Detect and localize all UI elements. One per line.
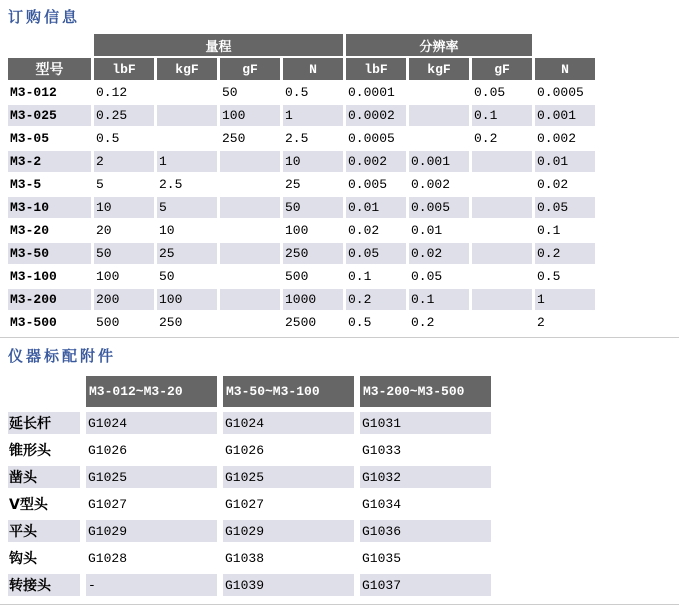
part-number-cell: G1036 [360, 520, 491, 542]
value-cell [472, 220, 532, 241]
value-cell: 0.0001 [348, 85, 395, 100]
table-row [8, 243, 595, 264]
value-cell: 0.01 [346, 197, 406, 218]
value-cell [472, 197, 532, 218]
value-cell [220, 151, 280, 172]
value-cell: 0.005 [348, 177, 388, 192]
part-number-cell: G1035 [362, 550, 402, 566]
model-cell: M3-025 [8, 105, 91, 126]
value-cell: 100 [285, 223, 309, 238]
value-cell: 50 [159, 269, 175, 284]
value-cell: 250 [159, 315, 183, 330]
value-cell: 50 [94, 243, 154, 264]
unit-column-header: gF [220, 58, 280, 80]
model-cell: M3-100 [10, 269, 57, 284]
value-cell: 2 [537, 315, 545, 330]
empty-corner-cell [535, 34, 595, 56]
value-cell: 0.1 [348, 269, 372, 284]
value-cell: 2500 [285, 315, 317, 330]
value-cell: 0.1 [409, 289, 469, 310]
value-cell: 0.002 [537, 131, 577, 146]
value-cell: 25 [285, 177, 301, 192]
value-cell: 10 [159, 223, 175, 238]
table-row [8, 289, 595, 310]
model-cell: M3-012 [10, 85, 57, 100]
part-number-cell: G1032 [360, 466, 491, 488]
table-row [8, 151, 595, 172]
part-number-cell: G1026 [88, 442, 128, 458]
value-cell [220, 266, 280, 287]
value-cell: 0.01 [411, 223, 443, 238]
value-cell [472, 174, 532, 195]
value-cell: 50 [283, 197, 343, 218]
value-cell: 0.25 [94, 105, 154, 126]
value-cell: 20 [96, 223, 112, 238]
value-cell: 0.01 [535, 151, 595, 172]
unit-header-row [8, 58, 595, 80]
table-row [8, 574, 491, 596]
value-cell: 250 [283, 243, 343, 264]
value-cell: 0.05 [474, 85, 506, 100]
accessory-name-cell: 钩头 [9, 551, 37, 567]
part-number-cell: G1039 [223, 574, 354, 596]
value-cell: 0.05 [411, 269, 443, 284]
part-number-cell: G1027 [88, 496, 128, 512]
table-row [8, 82, 595, 103]
value-cell: 250 [222, 131, 246, 146]
value-cell: 0.5 [285, 85, 309, 100]
model-range-column-header: M3-50~M3-100 [223, 376, 354, 407]
value-cell: 0.0002 [346, 105, 406, 126]
value-cell: 0.02 [348, 223, 380, 238]
value-cell [472, 151, 532, 172]
accessory-name-cell: 延长杆 [8, 412, 80, 434]
value-cell: 0.02 [537, 177, 569, 192]
unit-column-header: gF [472, 58, 532, 80]
value-cell: 0.001 [535, 105, 595, 126]
model-cell: M3-5 [10, 177, 42, 192]
value-cell: 0.5 [348, 315, 372, 330]
model-cell: M3-10 [8, 197, 91, 218]
table-row [8, 105, 595, 126]
value-cell [472, 312, 532, 333]
value-cell: 0.001 [409, 151, 469, 172]
value-cell [157, 128, 217, 149]
value-cell [409, 128, 469, 149]
resolution-group-header: 分辨率 [346, 34, 532, 56]
value-cell: 0.005 [409, 197, 469, 218]
value-cell: 5 [157, 197, 217, 218]
value-cell [472, 289, 532, 310]
model-cell: M3-500 [10, 315, 57, 330]
accessories-header-row [8, 376, 491, 407]
accessory-name-cell: 转接头 [8, 574, 80, 596]
value-cell: 1000 [283, 289, 343, 310]
part-number-cell: G1029 [223, 520, 354, 542]
part-number-cell: G1038 [225, 550, 265, 566]
value-cell: 0.1 [537, 223, 561, 238]
group-header-row [8, 34, 595, 56]
value-cell [220, 174, 280, 195]
accessories-title: 仪器标配附件 [8, 347, 117, 365]
table-row [8, 439, 491, 461]
value-cell: 100 [96, 269, 120, 284]
value-cell: 25 [157, 243, 217, 264]
empty-corner-cell [8, 376, 80, 407]
value-cell [409, 105, 469, 126]
part-number-cell: G1031 [360, 412, 491, 434]
model-cell: M3-2 [8, 151, 91, 172]
range-group-header: 量程 [94, 34, 343, 56]
section-divider-line [0, 337, 679, 338]
table-row [8, 266, 595, 287]
ordering-info-title: 订购信息 [8, 8, 81, 26]
value-cell: 0.2 [411, 315, 435, 330]
model-cell: M3-20 [10, 223, 50, 238]
value-cell [157, 82, 217, 103]
value-cell: 0.02 [409, 243, 469, 264]
value-cell: 0.0005 [348, 131, 395, 146]
value-cell: 500 [96, 315, 120, 330]
ordering-info-table [5, 32, 598, 335]
value-cell: 0.2 [535, 243, 595, 264]
table-row [8, 312, 595, 333]
accessories-table [2, 371, 497, 601]
unit-column-header: lbF [346, 58, 406, 80]
part-number-cell: - [86, 574, 217, 596]
value-cell: 10 [94, 197, 154, 218]
value-cell: 500 [285, 269, 309, 284]
value-cell: 0.002 [346, 151, 406, 172]
value-cell: 0.5 [537, 269, 561, 284]
value-cell [409, 82, 469, 103]
table-row [8, 547, 491, 569]
value-cell [220, 243, 280, 264]
model-cell: M3-200 [8, 289, 91, 310]
table-row [8, 128, 595, 149]
value-cell: 0.5 [96, 131, 120, 146]
value-cell: 0.0005 [537, 85, 584, 100]
empty-corner-cell [8, 34, 91, 56]
unit-column-header: kgF [157, 58, 217, 80]
value-cell [157, 105, 217, 126]
value-cell [472, 266, 532, 287]
value-cell: 0.12 [96, 85, 128, 100]
unit-column-header: lbF [94, 58, 154, 80]
value-cell [220, 312, 280, 333]
accessory-name-cell: 平头 [8, 520, 80, 542]
value-cell [472, 243, 532, 264]
model-cell: M3-05 [10, 131, 50, 146]
part-number-cell: G1024 [86, 412, 217, 434]
table-row [8, 520, 491, 542]
value-cell: 200 [94, 289, 154, 310]
value-cell [220, 220, 280, 241]
value-cell: 0.1 [472, 105, 532, 126]
value-cell: 1 [157, 151, 217, 172]
accessory-name-cell: 凿头 [8, 466, 80, 488]
unit-column-header: kgF [409, 58, 469, 80]
table-row [8, 466, 491, 488]
value-cell: 0.002 [411, 177, 451, 192]
model-column-header: 型号 [8, 58, 91, 80]
value-cell: 2.5 [285, 131, 309, 146]
value-cell [220, 197, 280, 218]
value-cell: 2 [94, 151, 154, 172]
value-cell: 100 [157, 289, 217, 310]
model-range-column-header: M3-200~M3-500 [360, 376, 491, 407]
value-cell: 0.05 [346, 243, 406, 264]
unit-column-header: N [283, 58, 343, 80]
table-row [8, 412, 491, 434]
accessory-name-cell: 锥形头 [9, 443, 51, 459]
value-cell: 5 [96, 177, 104, 192]
table-row [8, 493, 491, 515]
part-number-cell: G1026 [225, 442, 265, 458]
part-number-cell: G1034 [362, 496, 402, 512]
value-cell: 0.2 [346, 289, 406, 310]
table-row [8, 220, 595, 241]
value-cell: 1 [535, 289, 595, 310]
part-number-cell: G1029 [86, 520, 217, 542]
table-row [8, 197, 595, 218]
value-cell: 0.05 [535, 197, 595, 218]
part-number-cell: G1025 [223, 466, 354, 488]
model-cell: M3-50 [8, 243, 91, 264]
value-cell: 1 [283, 105, 343, 126]
part-number-cell: G1033 [362, 442, 402, 458]
value-cell: 2.5 [159, 177, 183, 192]
value-cell: 100 [220, 105, 280, 126]
table-row [8, 174, 595, 195]
value-cell: 10 [283, 151, 343, 172]
part-number-cell: G1025 [86, 466, 217, 488]
model-range-column-header: M3-012~M3-20 [86, 376, 217, 407]
part-number-cell: G1027 [225, 496, 265, 512]
value-cell: 0.2 [474, 131, 498, 146]
value-cell [220, 289, 280, 310]
value-cell: 50 [222, 85, 238, 100]
part-number-cell: G1037 [360, 574, 491, 596]
part-number-cell: G1028 [88, 550, 128, 566]
part-number-cell: G1024 [223, 412, 354, 434]
accessory-name-cell: V型头 [9, 497, 48, 513]
unit-column-header: N [535, 58, 595, 80]
